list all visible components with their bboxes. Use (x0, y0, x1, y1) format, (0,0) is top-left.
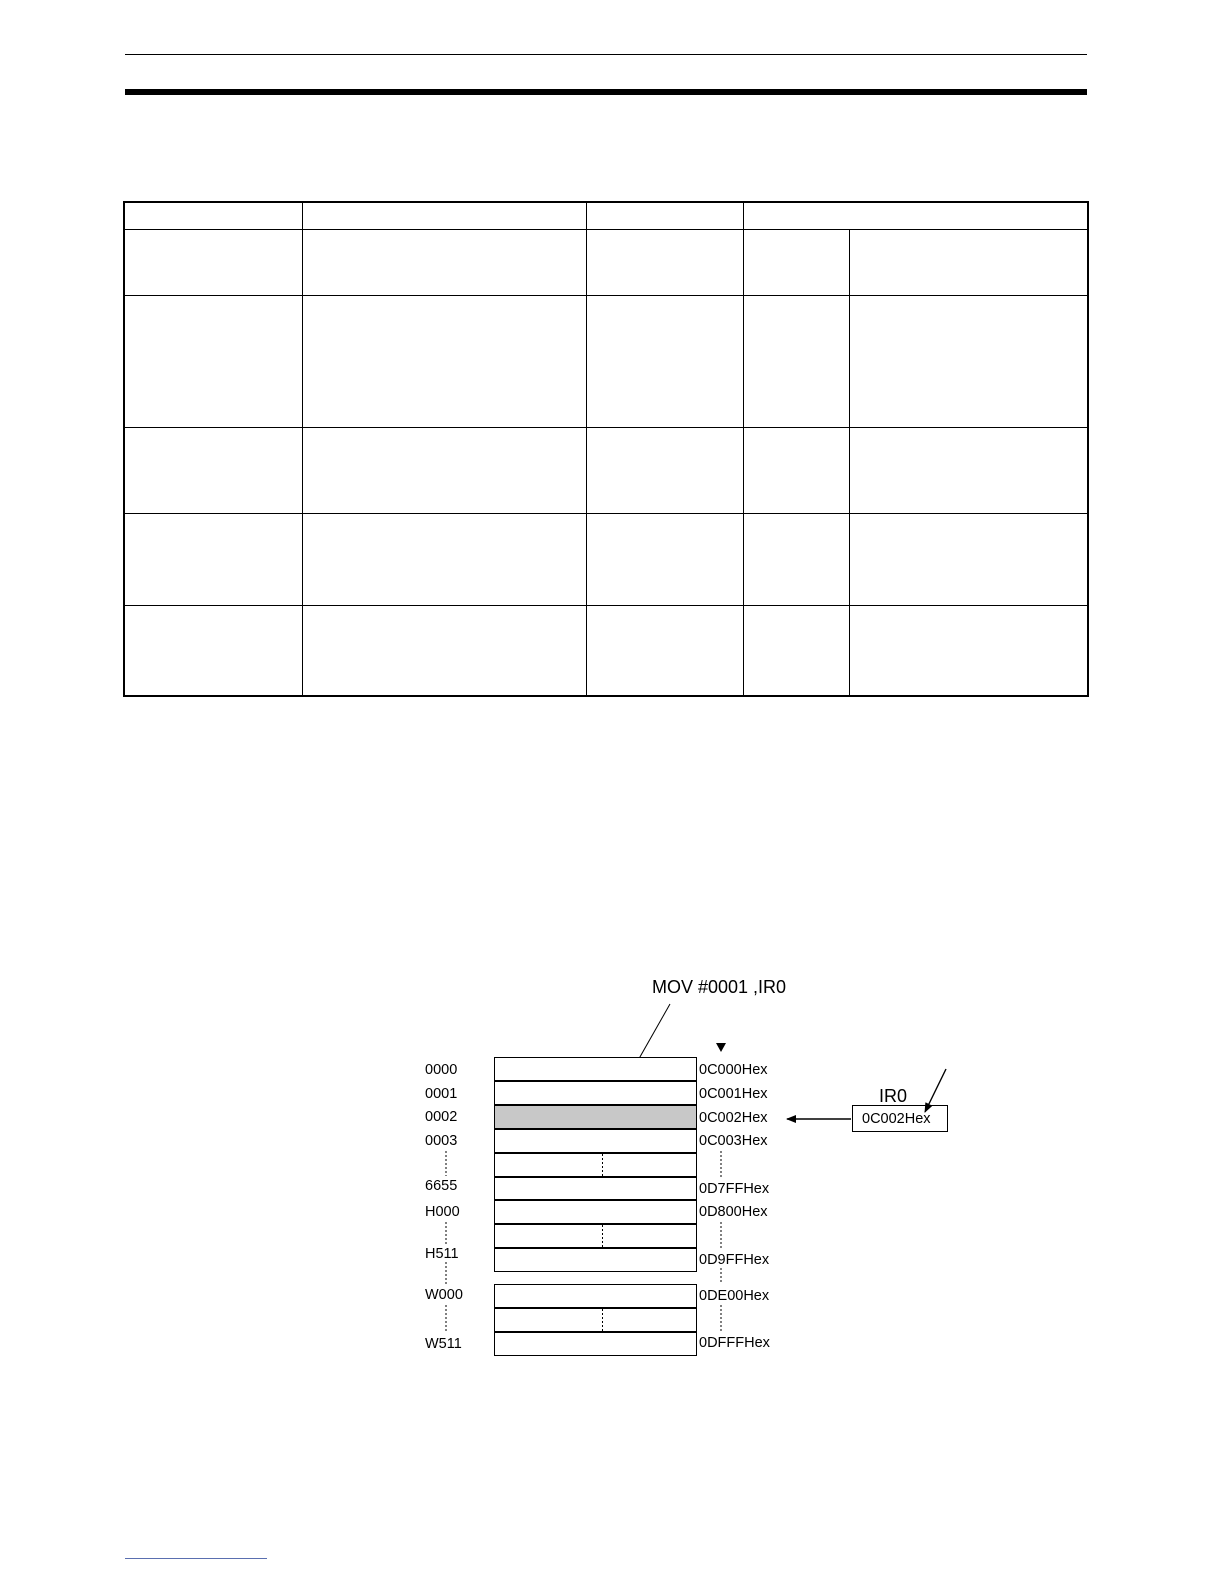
register-name: IR0 (879, 1086, 908, 1106)
memory-cell-highlighted (495, 1106, 697, 1129)
address-label: 0D9FFHex (699, 1252, 770, 1268)
address-label: 0C002Hex (699, 1110, 768, 1126)
memory-cell (495, 1082, 697, 1105)
register-value: 0C002Hex (862, 1111, 931, 1127)
address-label: 0C000Hex (699, 1062, 768, 1078)
area-label: 0001 (425, 1086, 458, 1102)
address-label: 0C001Hex (699, 1086, 768, 1102)
memory-cell-gap (495, 1154, 697, 1177)
address-label: 0DE00Hex (699, 1288, 770, 1304)
area-label: W511 (425, 1336, 462, 1352)
instruction-label: MOV #0001 ,IR0 (652, 977, 787, 997)
memory-area (495, 1058, 697, 1356)
area-label: 0002 (425, 1109, 458, 1125)
address-labels (699, 1062, 771, 1351)
memory-cell (495, 1249, 697, 1272)
address-label: 0D800Hex (699, 1204, 768, 1220)
memory-cell (495, 1285, 697, 1308)
memory-cell (495, 1130, 697, 1153)
memory-cell (495, 1058, 697, 1081)
area-label: 0003 (425, 1133, 458, 1149)
footer-rule (125, 1558, 267, 1559)
memory-cell (495, 1178, 697, 1200)
address-label: 0D7FFHex (699, 1181, 770, 1197)
memory-cell-gap (495, 1309, 697, 1332)
area-label: W000 (425, 1287, 463, 1303)
memory-cell (495, 1333, 697, 1356)
address-label: 0C003Hex (699, 1133, 768, 1149)
down-arrow-icon (716, 1043, 726, 1052)
memory-cell-gap (495, 1225, 697, 1248)
area-label: 6655 (425, 1178, 458, 1194)
address-label: 0DFFFHex (699, 1335, 770, 1351)
memory-cell (495, 1201, 697, 1224)
area-labels (425, 1062, 463, 1352)
area-label: H511 (425, 1246, 459, 1262)
area-label: 0000 (425, 1062, 458, 1078)
area-label: H000 (425, 1204, 460, 1220)
